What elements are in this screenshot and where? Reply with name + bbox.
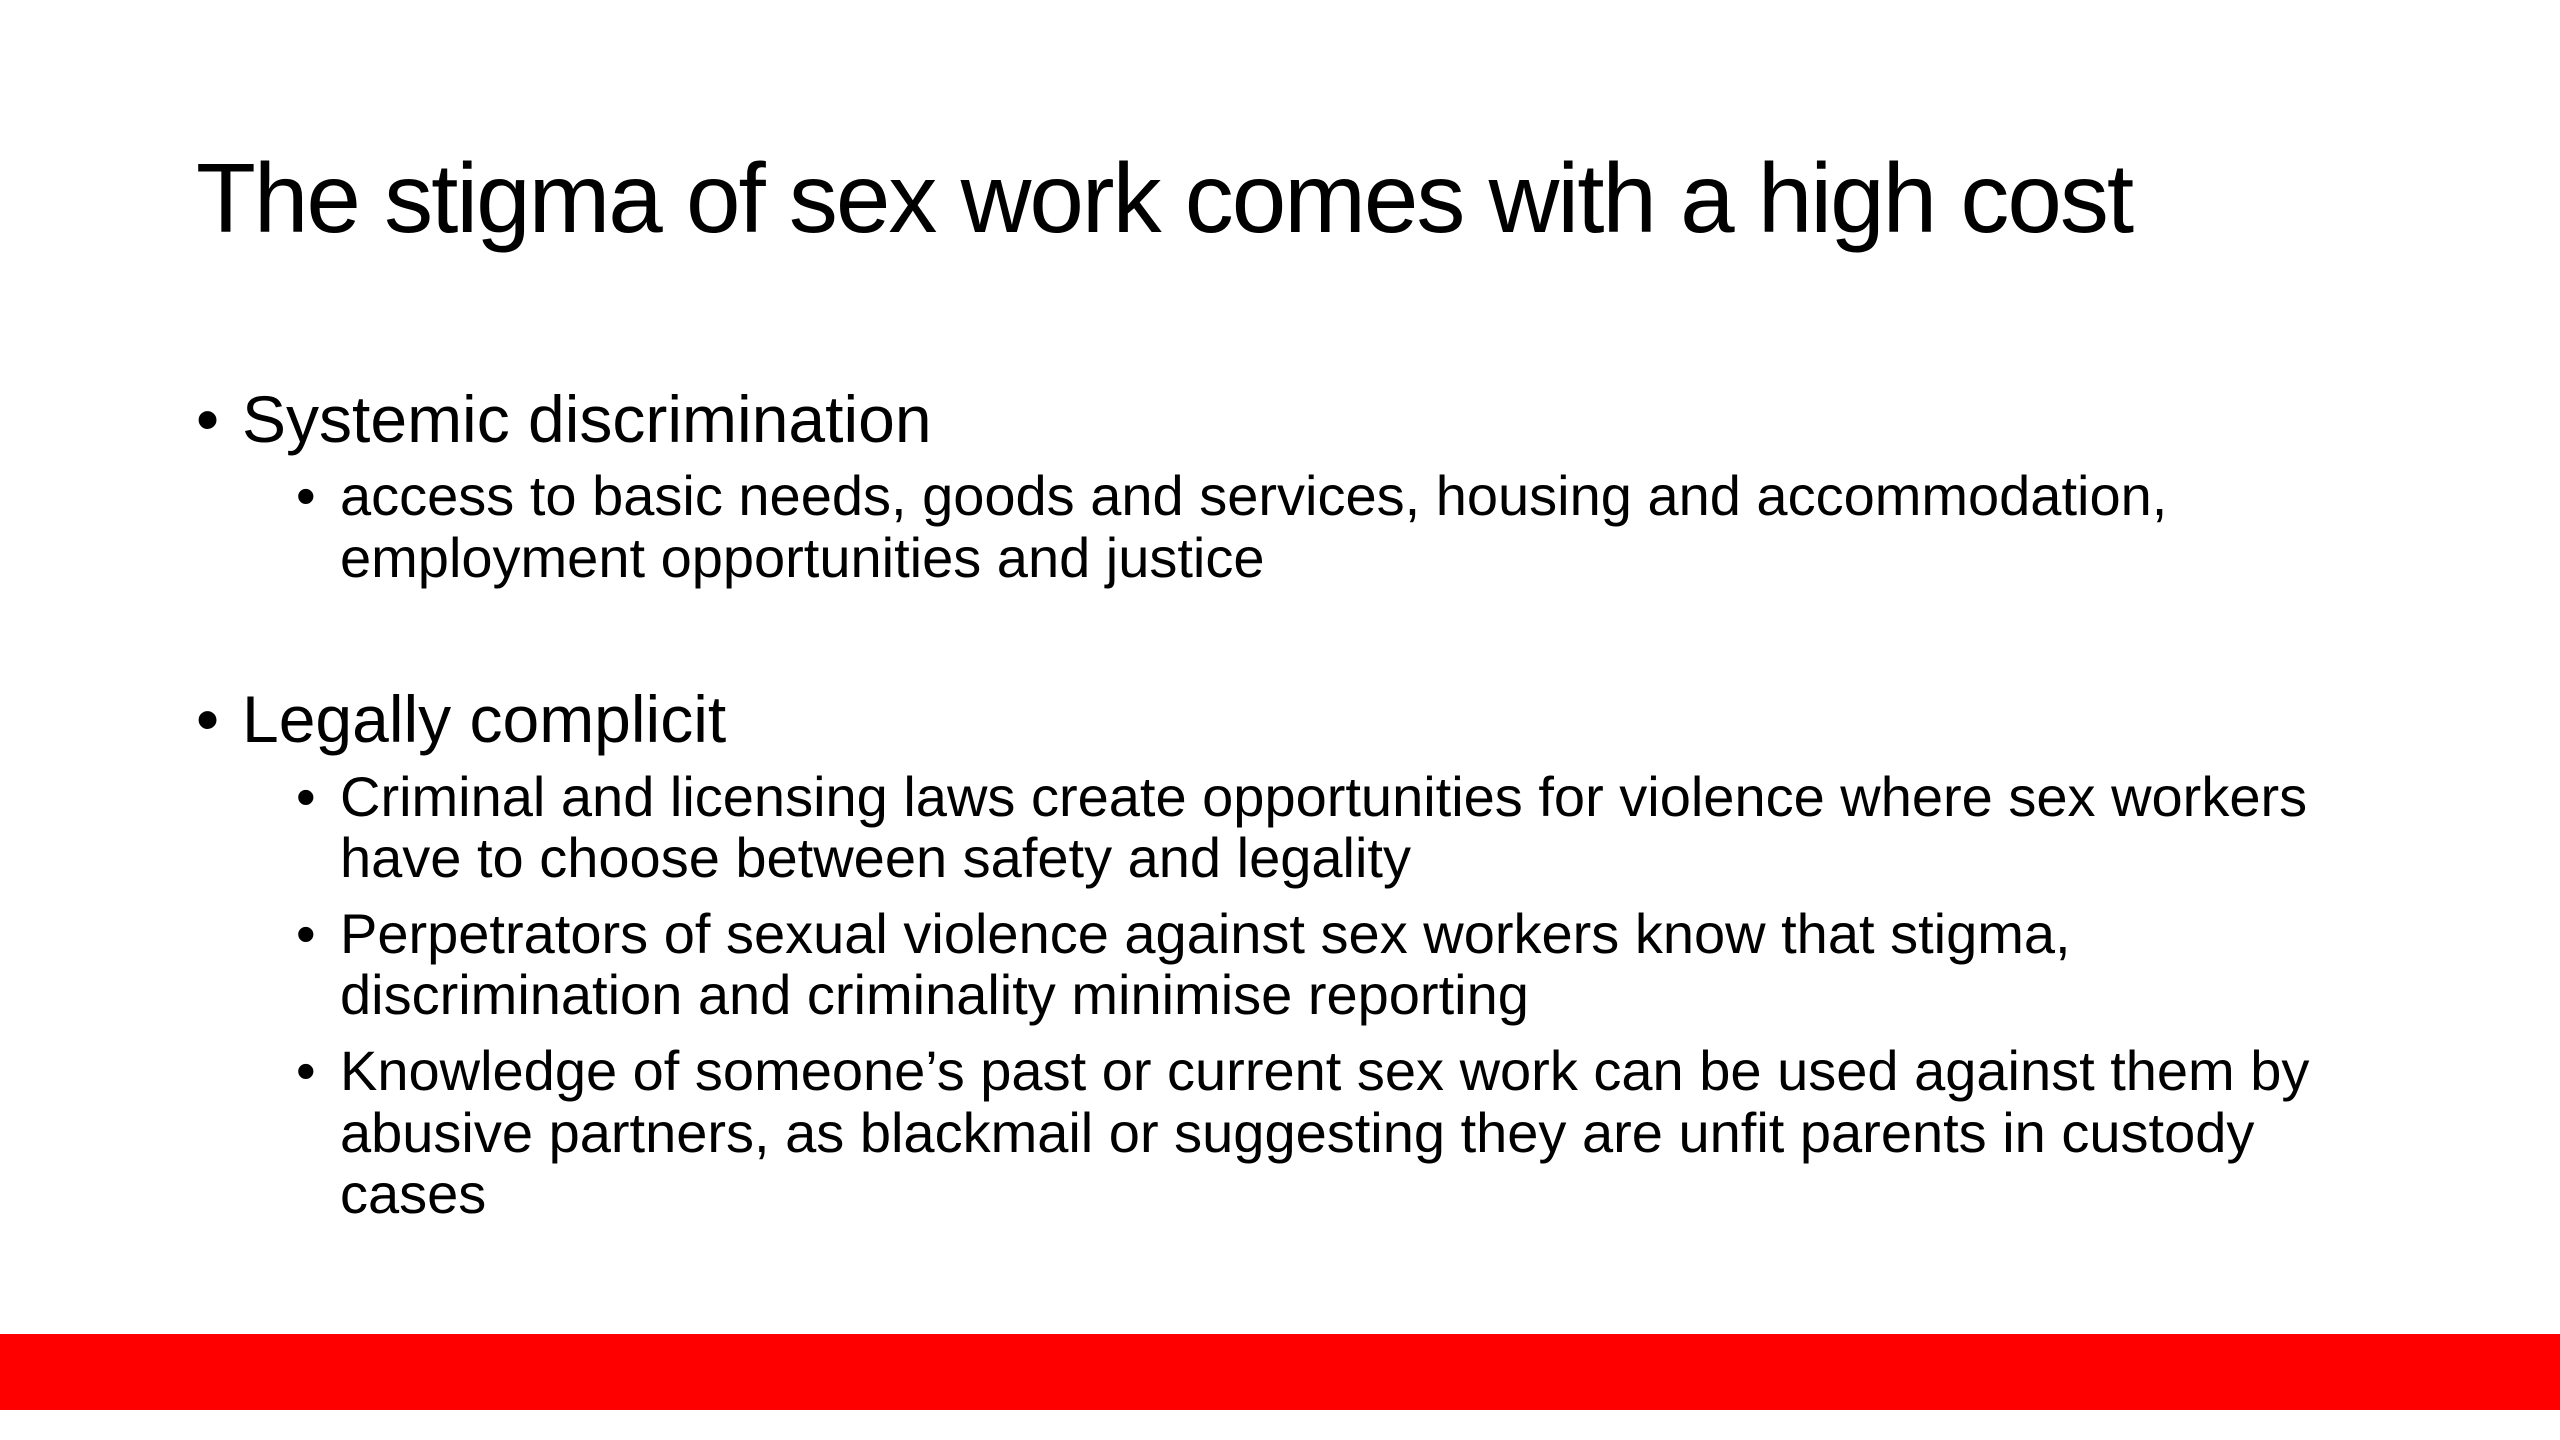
- bullet-heading-legally: [196, 680, 2346, 759]
- sub-bullet-text: Perpetrators of sexual violence against sex workers know that stigma, discrimination and criminality minimise reporting: [340, 901, 2071, 1027]
- bullet-icon: •: [296, 901, 316, 965]
- bullet-icon: •: [196, 682, 220, 757]
- bullet-icon: •: [296, 1038, 316, 1102]
- bullet-heading-systemic: [196, 380, 2346, 459]
- bullet-section: [196, 380, 2346, 588]
- bullet-icon: •: [296, 764, 316, 828]
- bullet-icon: •: [196, 382, 220, 456]
- sub-bullet-text: access to basic needs, goods and services, housing and accommodation, employment opportunities and justice: [340, 464, 2168, 589]
- sub-bullet-item: [296, 465, 2346, 588]
- sub-bullet-list: [196, 766, 2346, 1225]
- sub-bullet-list: [196, 465, 2346, 588]
- slide-content: [196, 380, 2346, 1225]
- sub-bullet-item: [296, 1040, 2346, 1225]
- sub-bullet-text: Criminal and licensing laws create opportunities for violence where sex workers have to choose between safety and legality: [340, 764, 2308, 890]
- bullet-heading-text: Legally complicit: [242, 682, 727, 757]
- sub-bullet-item: [296, 766, 2346, 889]
- sub-bullet-text: Knowledge of someone’s past or current sex work can be used against them by abusive partners, as blackmail or suggesting they are unfit parents in custody cases: [340, 1038, 2310, 1226]
- sub-bullet-item: [296, 903, 2346, 1026]
- bullet-section: [196, 680, 2346, 1224]
- red-footer-bar: [0, 1334, 2560, 1410]
- bullet-heading-text: Systemic discrimination: [242, 382, 932, 456]
- slide-title: The stigma of sex work comes with a high cost: [196, 143, 2133, 253]
- section-spacer: [196, 588, 2346, 680]
- bullet-icon: •: [296, 464, 316, 528]
